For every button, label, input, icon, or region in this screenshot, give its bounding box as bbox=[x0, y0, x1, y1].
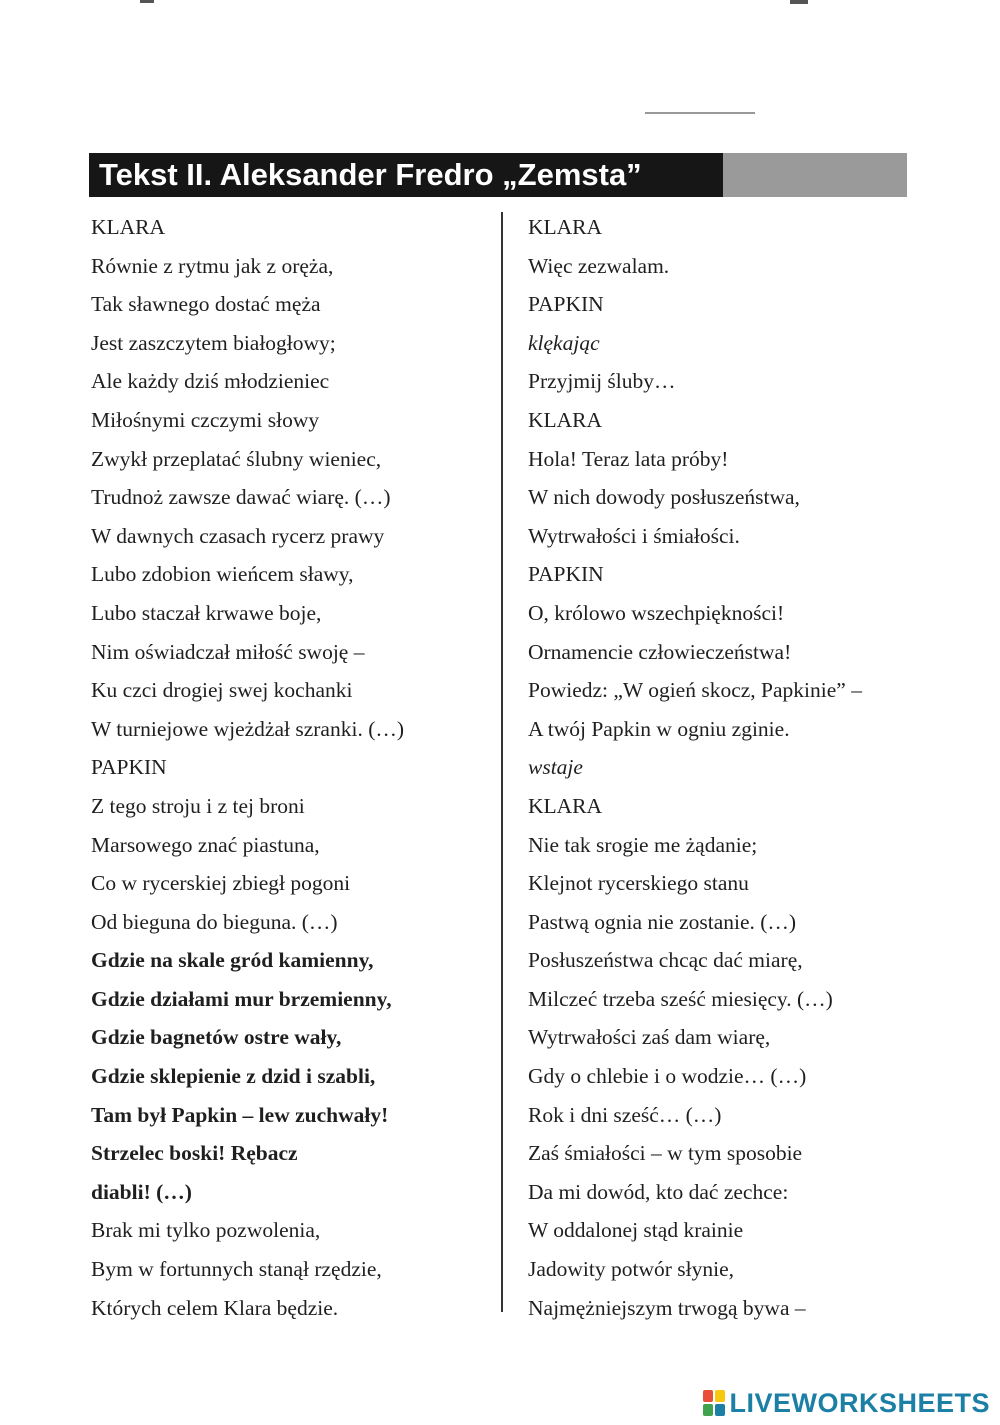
text-line: Wytrwałości i śmiałości. bbox=[528, 523, 740, 548]
text-line: W oddalonej stąd krainie bbox=[528, 1218, 744, 1243]
text-line: Równie z rytmu jak z oręża, bbox=[91, 253, 334, 278]
brand-footer bbox=[703, 1386, 990, 1420]
text-line: Więc zezwalam. bbox=[528, 253, 670, 278]
right-text-column bbox=[528, 208, 948, 1327]
text-line: Miłośnymi czczymi słowy bbox=[91, 407, 320, 432]
text-line: Rok i dni sześć… (…) bbox=[528, 1102, 722, 1127]
text-line: klękając bbox=[528, 330, 600, 355]
text-line: PAPKIN bbox=[91, 755, 167, 780]
text-line: Co w rycerskiej zbiegł pogoni bbox=[91, 871, 351, 896]
text-line: Ale każdy dziś młodzieniec bbox=[91, 369, 330, 394]
text-line: Bym w fortunnych stanął rzędzie, bbox=[91, 1257, 382, 1282]
text-line: Tam był Papkin – lew zuchwały! bbox=[91, 1102, 389, 1127]
text-line: Trudnoż zawsze dawać wiarę. (…) bbox=[91, 485, 391, 510]
text-line: Hola! Teraz lata próby! bbox=[528, 446, 729, 471]
text-line: W nich dowody posłuszeństwa, bbox=[528, 485, 800, 510]
text-line: W dawnych czasach rycerz prawy bbox=[91, 523, 385, 548]
text-line: Zwykł przeplatać ślubny wieniec, bbox=[91, 446, 382, 471]
text-line: Nie tak srogie me żądanie; bbox=[528, 832, 758, 857]
text-line: Jadowity potwór słynie, bbox=[528, 1257, 735, 1282]
scan-mark bbox=[140, 0, 154, 3]
text-line: PAPKIN bbox=[528, 292, 604, 317]
text-line: Gdzie działami mur brzemienny, bbox=[91, 986, 392, 1011]
title-bar bbox=[89, 153, 907, 197]
text-line: Ornamencie człowieczeństwa! bbox=[528, 639, 792, 664]
text-line: O, królowo wszechpiękności! bbox=[528, 600, 785, 625]
column-divider bbox=[501, 212, 503, 1312]
text-line: Jest zaszczytem białogłowy; bbox=[91, 330, 336, 355]
text-line: Posłuszeństwa chcąc dać miarę, bbox=[528, 948, 803, 973]
text-line: W turniejowe wjeżdżał szranki. (…) bbox=[91, 716, 405, 741]
text-line: Których celem Klara będzie. bbox=[91, 1295, 339, 1320]
text-line: Od bieguna do bieguna. (…) bbox=[91, 909, 338, 934]
text-line: Z tego stroju i z tej broni bbox=[91, 793, 305, 818]
text-line: Brak mi tylko pozwolenia, bbox=[91, 1218, 321, 1243]
text-line: Da mi dowód, kto dać zechce: bbox=[528, 1179, 789, 1204]
text-line: KLARA bbox=[528, 215, 603, 239]
text-line: Zaś śmiałości – w tym sposobie bbox=[528, 1141, 803, 1166]
text-line: Marsowego znać piastuna, bbox=[91, 832, 320, 857]
text-line: Pastwą ognia nie zostanie. (…) bbox=[528, 909, 797, 934]
text-line: KLARA bbox=[528, 793, 603, 818]
text-line: wstaje bbox=[528, 755, 583, 780]
scan-mark bbox=[790, 0, 808, 4]
liveworksheets-logo-icon bbox=[703, 1390, 725, 1416]
text-line: Gdy o chlebie i o wodzie… (…) bbox=[528, 1064, 807, 1089]
text-line: Milczeć trzeba sześć miesięcy. (…) bbox=[528, 986, 833, 1011]
text-line: Tak sławnego dostać męża bbox=[91, 292, 321, 317]
text-line: Powiedz: „W ogień skocz, Papkinie” – bbox=[528, 678, 862, 703]
text-line: Gdzie na skale gród kamienny, bbox=[91, 948, 374, 973]
text-line: Przyjmij śluby… bbox=[528, 369, 676, 394]
text-line: KLARA bbox=[528, 407, 603, 432]
left-text-column bbox=[91, 208, 491, 1327]
text-line: diabli! (…) bbox=[91, 1179, 192, 1204]
text-line: Nim oświadczał miłość swoję – bbox=[91, 639, 365, 664]
scan-mark bbox=[645, 112, 755, 114]
text-line: PAPKIN bbox=[528, 562, 604, 587]
text-line: Najmężniejszym trwogą bywa – bbox=[528, 1295, 806, 1320]
text-line: Gdzie sklepienie z dzid i szabli, bbox=[91, 1064, 376, 1089]
text-line: A twój Papkin w ogniu zginie. bbox=[528, 716, 790, 741]
title-background bbox=[89, 153, 723, 197]
text-line: Lubo zdobion wieńcem sławy, bbox=[91, 562, 354, 587]
text-line: Ku czci drogiej swej kochanki bbox=[91, 678, 353, 703]
text-line: Strzelec boski! Rębacz bbox=[91, 1141, 298, 1166]
text-line: Lubo staczał krwawe boje, bbox=[91, 600, 322, 625]
text-line: Klejnot rycerskiego stanu bbox=[528, 871, 749, 896]
text-line: KLARA bbox=[91, 215, 166, 239]
brand-name: LIVEWORKSHEETS bbox=[729, 1387, 990, 1418]
text-line: Wytrwałości zaś dam wiarę, bbox=[528, 1025, 771, 1050]
page-title: Tekst II. Aleksander Fredro „Zemsta” bbox=[99, 157, 642, 192]
text-line: Gdzie bagnetów ostre wały, bbox=[91, 1025, 342, 1050]
